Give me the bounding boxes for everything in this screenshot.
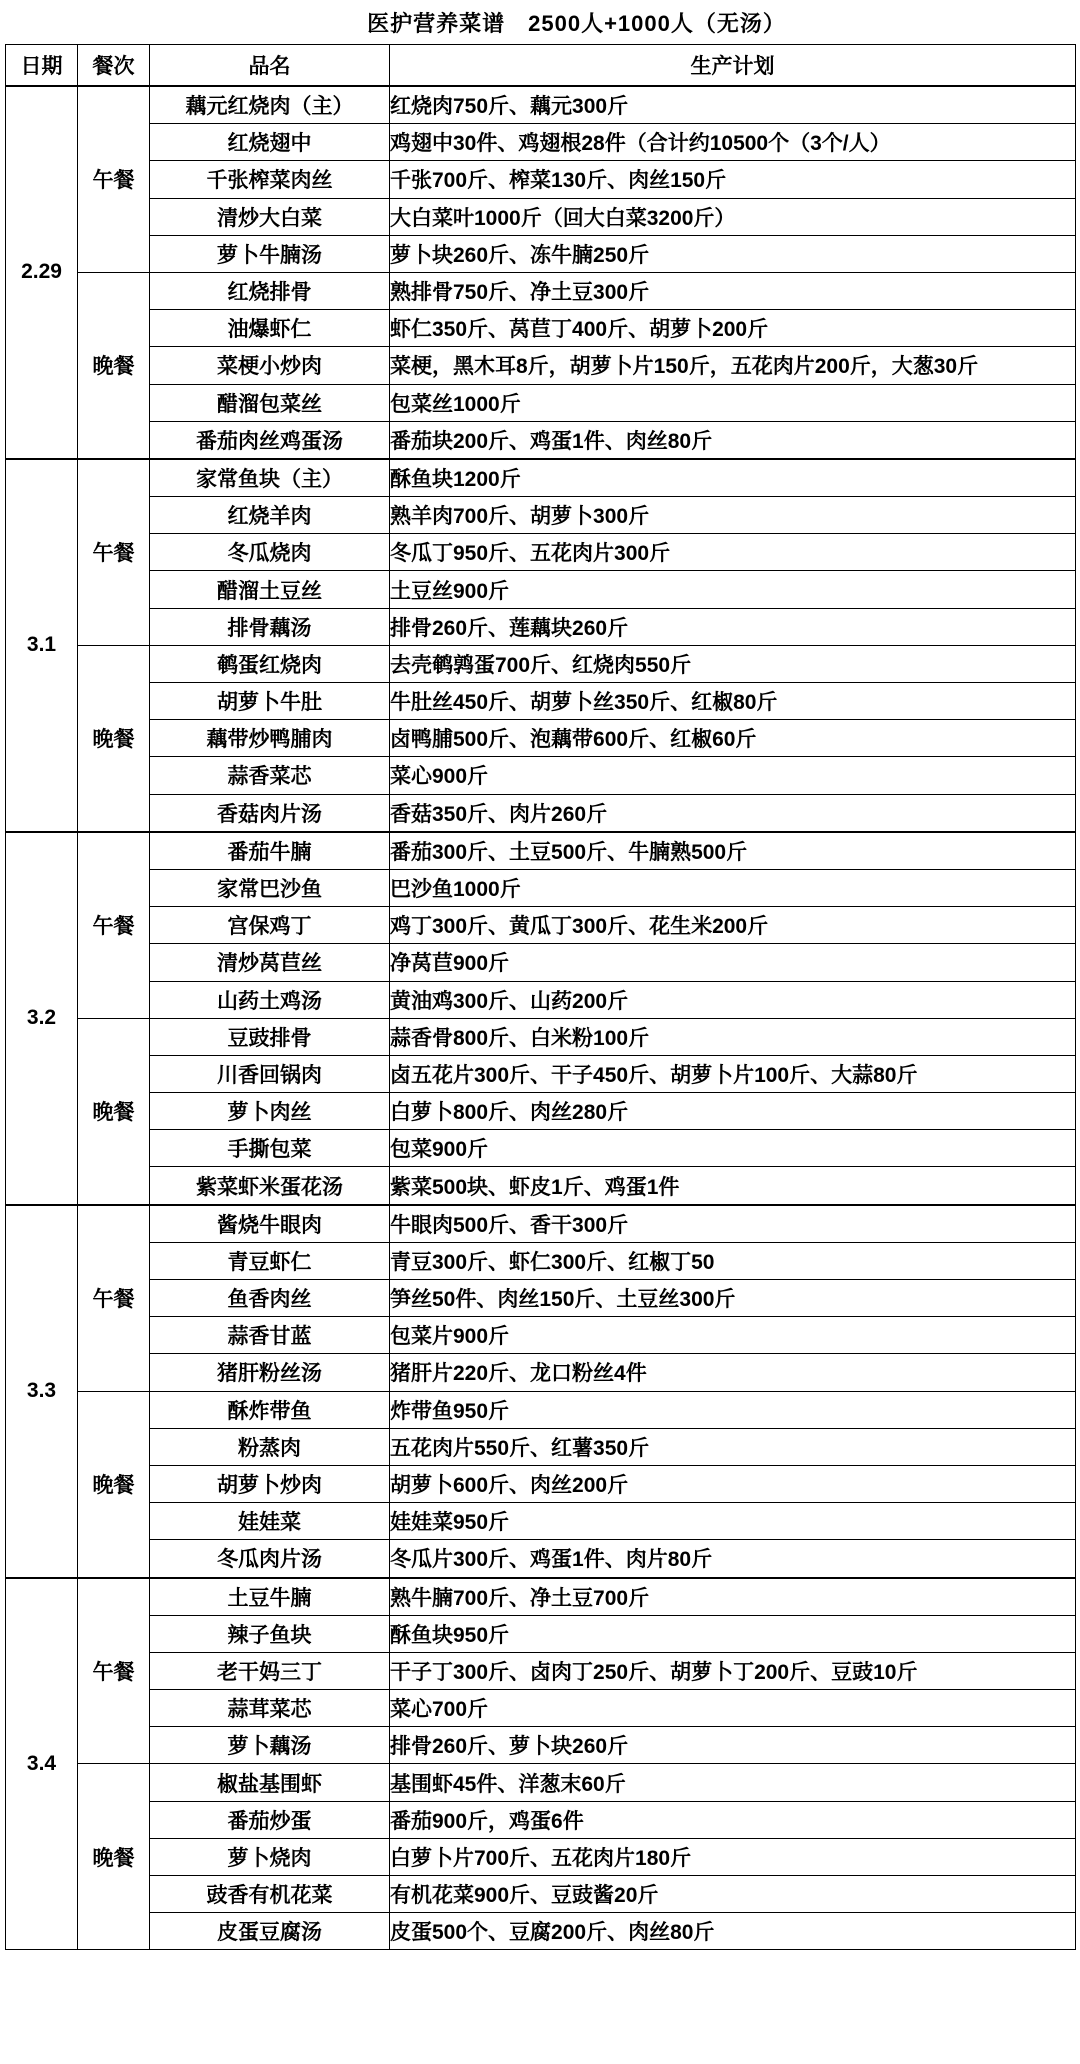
cell-dish: 山药土鸡汤 (150, 981, 390, 1018)
cell-dish: 蒜茸菜芯 (150, 1690, 390, 1727)
cell-plan: 番茄块200斤、鸡蛋1件、肉丝80斤 (390, 421, 1076, 459)
cell-meal-lunch: 午餐 (78, 459, 150, 645)
cell-meal-dinner: 晚餐 (78, 272, 150, 458)
table-row (6, 683, 1076, 720)
table-row (6, 608, 1076, 645)
cell-dish: 冬瓜烧肉 (150, 534, 390, 571)
table-row (6, 272, 1076, 309)
table-row (6, 1280, 1076, 1317)
table-row (6, 1465, 1076, 1502)
cell-plan: 五花肉片550斤、红薯350斤 (390, 1428, 1076, 1465)
cell-dish: 冬瓜肉片汤 (150, 1540, 390, 1578)
table-row (6, 1428, 1076, 1465)
table-row (6, 1540, 1076, 1578)
cell-dish: 家常鱼块（主） (150, 459, 390, 497)
cell-plan: 番茄300斤、土豆500斤、牛腩熟500斤 (390, 832, 1076, 870)
cell-meal-lunch: 午餐 (78, 86, 150, 272)
cell-date: 3.2 (6, 832, 78, 1205)
cell-plan: 鸡丁300斤、黄瓜丁300斤、花生米200斤 (390, 907, 1076, 944)
table-row (6, 459, 1076, 497)
cell-plan: 酥鱼块1200斤 (390, 459, 1076, 497)
cell-plan: 基围虾45件、洋葱末60斤 (390, 1764, 1076, 1801)
cell-date: 3.1 (6, 459, 78, 832)
cell-dish: 青豆虾仁 (150, 1242, 390, 1279)
table-row (6, 497, 1076, 534)
cell-plan: 萝卜块260斤、冻牛腩250斤 (390, 235, 1076, 272)
table-row (6, 534, 1076, 571)
cell-plan: 净莴苣900斤 (390, 944, 1076, 981)
cell-plan: 炸带鱼950斤 (390, 1391, 1076, 1428)
cell-meal-dinner: 晚餐 (78, 645, 150, 831)
cell-meal-dinner: 晚餐 (78, 1764, 150, 1950)
table-row (6, 384, 1076, 421)
cell-meal-lunch: 午餐 (78, 1578, 150, 1764)
table-row (6, 347, 1076, 384)
table-row (6, 907, 1076, 944)
table-row (6, 1503, 1076, 1540)
cell-plan: 番茄900斤，鸡蛋6件 (390, 1801, 1076, 1838)
cell-plan: 紫菜500块、虾皮1斤、鸡蛋1件 (390, 1167, 1076, 1205)
cell-dish: 蒜香菜芯 (150, 757, 390, 794)
cell-dish: 皮蛋豆腐汤 (150, 1913, 390, 1950)
cell-plan: 有机花菜900斤、豆豉酱20斤 (390, 1876, 1076, 1913)
cell-plan: 包菜片900斤 (390, 1317, 1076, 1354)
cell-plan: 皮蛋500个、豆腐200斤、肉丝80斤 (390, 1913, 1076, 1950)
cell-plan: 排骨260斤、萝卜块260斤 (390, 1727, 1076, 1764)
cell-plan: 包菜900斤 (390, 1130, 1076, 1167)
cell-dish: 猪肝粉丝汤 (150, 1354, 390, 1391)
table-row (6, 794, 1076, 832)
table-row (6, 1838, 1076, 1875)
table-row (6, 1801, 1076, 1838)
cell-dish: 清炒大白菜 (150, 198, 390, 235)
table-row (6, 421, 1076, 459)
cell-plan: 胡萝卜600斤、肉丝200斤 (390, 1465, 1076, 1502)
cell-dish: 菜梗小炒肉 (150, 347, 390, 384)
menu-table (5, 0, 1076, 1950)
cell-dish: 豆豉排骨 (150, 1018, 390, 1055)
cell-dish: 老干妈三丁 (150, 1652, 390, 1689)
cell-plan: 冬瓜片300斤、鸡蛋1件、肉片80斤 (390, 1540, 1076, 1578)
cell-dish: 鹌蛋红烧肉 (150, 645, 390, 682)
cell-dish: 蒜香甘蓝 (150, 1317, 390, 1354)
cell-dish: 萝卜烧肉 (150, 1838, 390, 1875)
cell-dish: 萝卜肉丝 (150, 1093, 390, 1130)
header-meal: 餐次 (78, 45, 150, 87)
cell-dish: 辣子鱼块 (150, 1615, 390, 1652)
table-row (6, 645, 1076, 682)
table-row (6, 1652, 1076, 1689)
cell-plan: 黄油鸡300斤、山药200斤 (390, 981, 1076, 1018)
cell-plan: 虾仁350斤、莴苣丁400斤、胡萝卜200斤 (390, 310, 1076, 347)
cell-plan: 白萝卜片700斤、五花肉片180斤 (390, 1838, 1076, 1875)
table-row (6, 235, 1076, 272)
cell-dish: 紫菜虾米蛋花汤 (150, 1167, 390, 1205)
table-row (6, 757, 1076, 794)
table-row (6, 161, 1076, 198)
cell-plan: 巴沙鱼1000斤 (390, 869, 1076, 906)
cell-dish: 胡萝卜炒肉 (150, 1465, 390, 1502)
cell-dish: 娃娃菜 (150, 1503, 390, 1540)
cell-plan: 笋丝50件、肉丝150斤、土豆丝300斤 (390, 1280, 1076, 1317)
cell-dish: 粉蒸肉 (150, 1428, 390, 1465)
cell-dish: 番茄肉丝鸡蛋汤 (150, 421, 390, 459)
cell-dish: 油爆虾仁 (150, 310, 390, 347)
table-row (6, 1876, 1076, 1913)
cell-dish: 酱烧牛眼肉 (150, 1205, 390, 1243)
cell-plan: 卤五花片300斤、干子450斤、胡萝卜片100斤、大蒜80斤 (390, 1055, 1076, 1092)
cell-dish: 酥炸带鱼 (150, 1391, 390, 1428)
cell-plan: 菜心700斤 (390, 1690, 1076, 1727)
table-row (6, 1205, 1076, 1243)
cell-plan: 排骨260斤、莲藕块260斤 (390, 608, 1076, 645)
cell-dish: 醋溜土豆丝 (150, 571, 390, 608)
table-row (6, 310, 1076, 347)
table-row (6, 1018, 1076, 1055)
table-row (6, 571, 1076, 608)
cell-dish: 番茄牛腩 (150, 832, 390, 870)
table-row (6, 1055, 1076, 1092)
title-left-blank (6, 0, 78, 45)
cell-meal-dinner: 晚餐 (78, 1018, 150, 1204)
cell-dish: 萝卜牛腩汤 (150, 235, 390, 272)
header-row (6, 45, 1076, 87)
cell-dish: 醋溜包菜丝 (150, 384, 390, 421)
cell-dish: 宫保鸡丁 (150, 907, 390, 944)
table-row (6, 1354, 1076, 1391)
table-row (6, 198, 1076, 235)
cell-plan: 红烧肉750斤、藕元300斤 (390, 86, 1076, 124)
cell-dish: 红烧羊肉 (150, 497, 390, 534)
cell-dish: 鱼香肉丝 (150, 1280, 390, 1317)
table-row (6, 1913, 1076, 1950)
cell-date: 3.3 (6, 1205, 78, 1578)
cell-dish: 红烧翅中 (150, 124, 390, 161)
cell-dish: 清炒莴苣丝 (150, 944, 390, 981)
cell-dish: 千张榨菜肉丝 (150, 161, 390, 198)
cell-plan: 白萝卜800斤、肉丝280斤 (390, 1093, 1076, 1130)
cell-dish: 萝卜藕汤 (150, 1727, 390, 1764)
header-plan: 生产计划 (390, 45, 1076, 87)
cell-dish: 藕带炒鸭脯肉 (150, 720, 390, 757)
cell-dish: 胡萝卜牛肚 (150, 683, 390, 720)
table-row (6, 1130, 1076, 1167)
cell-plan: 猪肝片220斤、龙口粉丝4件 (390, 1354, 1076, 1391)
cell-plan: 香菇350斤、肉片260斤 (390, 794, 1076, 832)
header-dish: 品名 (150, 45, 390, 87)
table-row (6, 1242, 1076, 1279)
cell-meal-lunch: 午餐 (78, 1205, 150, 1391)
cell-dish: 家常巴沙鱼 (150, 869, 390, 906)
cell-plan: 熟羊肉700斤、胡萝卜300斤 (390, 497, 1076, 534)
cell-plan: 干子丁300斤、卤肉丁250斤、胡萝卜丁200斤、豆豉10斤 (390, 1652, 1076, 1689)
cell-dish: 藕元红烧肉（主） (150, 86, 390, 124)
header-date: 日期 (6, 45, 78, 87)
table-row (6, 1690, 1076, 1727)
cell-plan: 娃娃菜950斤 (390, 1503, 1076, 1540)
cell-dish: 川香回锅肉 (150, 1055, 390, 1092)
cell-plan: 蒜香骨800斤、白米粉100斤 (390, 1018, 1076, 1055)
cell-dish: 手撕包菜 (150, 1130, 390, 1167)
table-row (6, 1167, 1076, 1205)
cell-dish: 红烧排骨 (150, 272, 390, 309)
cell-plan: 去壳鹌鹑蛋700斤、红烧肉550斤 (390, 645, 1076, 682)
table-row (6, 1093, 1076, 1130)
cell-dish: 椒盐基围虾 (150, 1764, 390, 1801)
title-row (6, 0, 1076, 45)
cell-dish: 土豆牛腩 (150, 1578, 390, 1616)
cell-plan: 大白菜叶1000斤（回大白菜3200斤） (390, 198, 1076, 235)
cell-plan: 牛肚丝450斤、胡萝卜丝350斤、红椒80斤 (390, 683, 1076, 720)
cell-plan: 熟排骨750斤、净土豆300斤 (390, 272, 1076, 309)
cell-dish: 豉香有机花菜 (150, 1876, 390, 1913)
cell-plan: 牛眼肉500斤、香干300斤 (390, 1205, 1076, 1243)
cell-dish: 番茄炒蛋 (150, 1801, 390, 1838)
cell-plan: 卤鸭脯500斤、泡藕带600斤、红椒60斤 (390, 720, 1076, 757)
cell-plan: 鸡翅中30件、鸡翅根28件（合计约10500个（3个/人） (390, 124, 1076, 161)
cell-dish: 排骨藕汤 (150, 608, 390, 645)
cell-plan: 青豆300斤、虾仁300斤、红椒丁50 (390, 1242, 1076, 1279)
cell-plan: 熟牛腩700斤、净土豆700斤 (390, 1578, 1076, 1616)
table-row (6, 1578, 1076, 1616)
table-row (6, 1317, 1076, 1354)
cell-plan: 菜梗，黑木耳8斤，胡萝卜片150斤，五花肉片200斤，大葱30斤 (390, 347, 1076, 384)
table-row (6, 1391, 1076, 1428)
table-row (6, 1727, 1076, 1764)
cell-plan: 包菜丝1000斤 (390, 384, 1076, 421)
cell-plan: 酥鱼块950斤 (390, 1615, 1076, 1652)
cell-meal-dinner: 晚餐 (78, 1391, 150, 1577)
cell-plan: 冬瓜丁950斤、五花肉片300斤 (390, 534, 1076, 571)
cell-meal-lunch: 午餐 (78, 832, 150, 1018)
table-row (6, 1615, 1076, 1652)
table-row (6, 981, 1076, 1018)
cell-plan: 土豆丝900斤 (390, 571, 1076, 608)
table-row (6, 720, 1076, 757)
cell-date: 2.29 (6, 86, 78, 459)
table-row (6, 124, 1076, 161)
table-row (6, 944, 1076, 981)
cell-date: 3.4 (6, 1578, 78, 1950)
cell-dish: 香菇肉片汤 (150, 794, 390, 832)
table-row (6, 86, 1076, 124)
table-row (6, 1764, 1076, 1801)
cell-plan: 菜心900斤 (390, 757, 1076, 794)
table-row (6, 832, 1076, 870)
document-title: 医护营养菜谱 2500人+1000人（无汤） (367, 10, 786, 36)
cell-plan: 千张700斤、榨菜130斤、肉丝150斤 (390, 161, 1076, 198)
table-row (6, 869, 1076, 906)
